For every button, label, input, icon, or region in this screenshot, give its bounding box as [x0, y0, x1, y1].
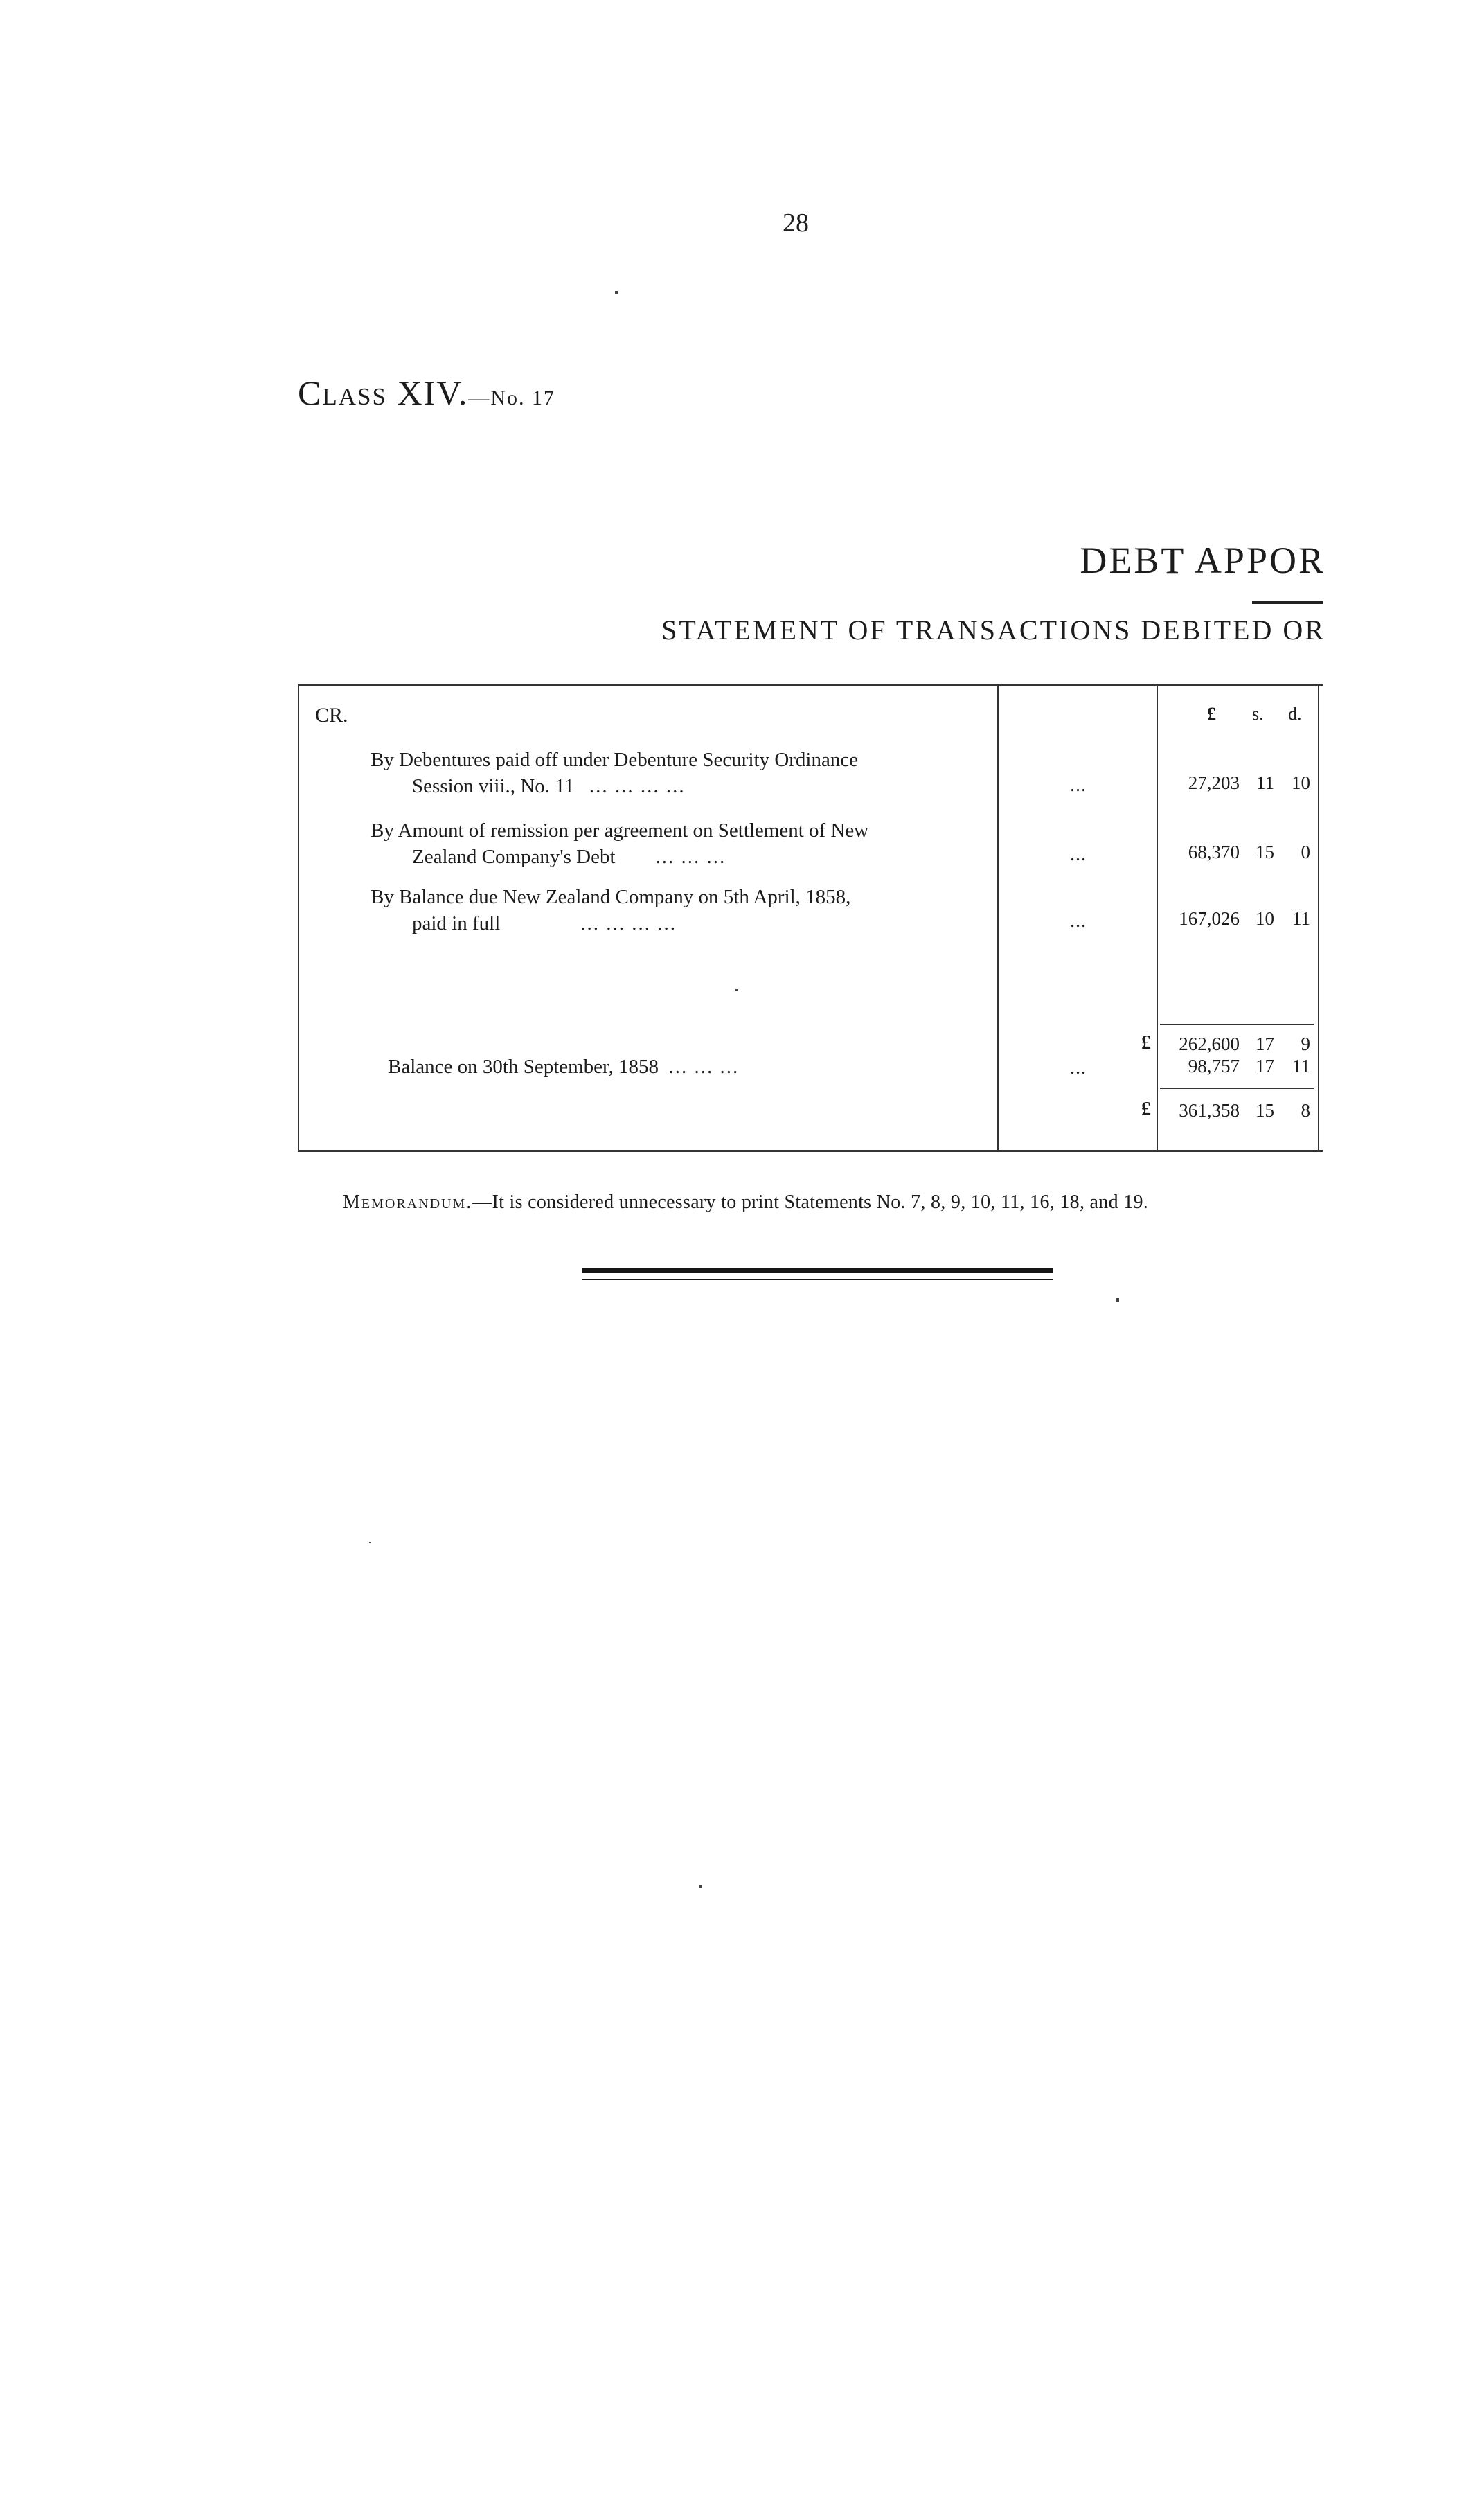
- item-line-2: paid in full: [412, 912, 501, 934]
- print-speck: [735, 989, 738, 991]
- amount-pence: 10: [1292, 772, 1310, 793]
- memorandum-note: [343, 1191, 1148, 1214]
- row-ellipsis: ...: [1070, 844, 1087, 865]
- item-line-continued: [371, 773, 976, 799]
- dot-leaders: ... ... ...: [655, 846, 726, 868]
- dot-leaders: ... ... ... ...: [580, 912, 677, 934]
- item-line: By Balance due New Zealand Company on 5th April, 1858,: [371, 886, 851, 908]
- table-divider-text: [997, 684, 999, 1150]
- class-word: Class: [298, 373, 387, 412]
- balance-pounds: 98,757: [1188, 1056, 1240, 1076]
- print-speck: [615, 291, 618, 294]
- item-line-2: Session viii., No. 11: [412, 775, 575, 797]
- closing-rule-thick: [582, 1268, 1053, 1273]
- total-shillings: 15: [1256, 1100, 1274, 1121]
- subtotal-pence: 9: [1301, 1033, 1310, 1054]
- amount-pounds: 68,370: [1188, 842, 1240, 862]
- page-number: 28: [783, 208, 809, 238]
- col-heading-shillings: s.: [1252, 704, 1264, 724]
- amount-shillings: 11: [1256, 772, 1274, 793]
- class-heading: [298, 373, 555, 413]
- dot-leaders: ... ... ... ...: [589, 775, 686, 797]
- closing-rule-thin: [582, 1279, 1053, 1280]
- total-pounds: 361,358: [1179, 1100, 1240, 1121]
- memorandum-text: —It is considered unnecessary to print Statements No. 7, 8, 9, 10, 11, 16, 18, and 19.: [472, 1191, 1149, 1213]
- subtotal-shillings: 17: [1256, 1033, 1274, 1054]
- amount-pounds: 27,203: [1188, 772, 1240, 793]
- statement-subtitle: STATEMENT OF TRANSACTIONS DEBITED OR: [661, 614, 1325, 646]
- balance-row: [388, 1056, 739, 1079]
- item-line-continued: [371, 910, 976, 937]
- item-line-continued: [371, 844, 976, 870]
- item-line-2: Zealand Company's Debt: [412, 846, 616, 868]
- table-top-border: [298, 684, 1323, 686]
- table-divider-money: [1157, 684, 1158, 1150]
- table-right-border: [1318, 684, 1319, 1150]
- table-left-border: [298, 684, 299, 1150]
- amount-pounds: 167,026: [1179, 908, 1240, 929]
- subtotal-currency: £: [1141, 1032, 1151, 1054]
- document-title: DEBT APPOR: [1080, 540, 1325, 581]
- memorandum-label: Memorandum.: [343, 1191, 473, 1213]
- total-pence: 8: [1301, 1100, 1310, 1121]
- subtotal-pounds: 262,600: [1179, 1033, 1240, 1054]
- amount-shillings: 10: [1256, 908, 1274, 929]
- balance-shillings: 17: [1256, 1056, 1274, 1076]
- class-numeral: XIV.: [397, 373, 469, 412]
- title-underline: [1252, 601, 1323, 604]
- cr-label: CR.: [315, 704, 348, 727]
- balance-label: Balance on 30th September, 1858: [388, 1056, 659, 1078]
- table-row-remission: [371, 817, 976, 870]
- balance-pence: 11: [1292, 1056, 1310, 1076]
- class-number: —No. 17: [468, 387, 556, 409]
- subtotal-rule: [1160, 1024, 1314, 1025]
- col-heading-pounds: £: [1207, 704, 1216, 724]
- amount-pence: 11: [1292, 908, 1310, 929]
- print-speck: [699, 1885, 702, 1888]
- col-heading-pence: d.: [1288, 704, 1302, 724]
- amount-shillings: 15: [1256, 842, 1274, 862]
- item-line: By Debentures paid off under Debenture Security Ordinance: [371, 749, 859, 771]
- row-ellipsis: ...: [1070, 1057, 1087, 1079]
- print-speck: [369, 1542, 371, 1543]
- row-ellipsis: ...: [1070, 910, 1087, 932]
- amount-pence: 0: [1301, 842, 1310, 862]
- row-ellipsis: ...: [1070, 774, 1087, 796]
- dot-leaders: ... ... ...: [668, 1056, 740, 1078]
- table-bottom-border: [298, 1150, 1323, 1152]
- total-rule: [1160, 1088, 1314, 1089]
- total-currency: £: [1141, 1099, 1151, 1120]
- table-row-balance-due: [371, 884, 976, 937]
- print-speck: [1116, 1298, 1119, 1302]
- table-row-debentures: [371, 747, 976, 799]
- item-line: By Amount of remission per agreement on Settlement of New: [371, 819, 869, 842]
